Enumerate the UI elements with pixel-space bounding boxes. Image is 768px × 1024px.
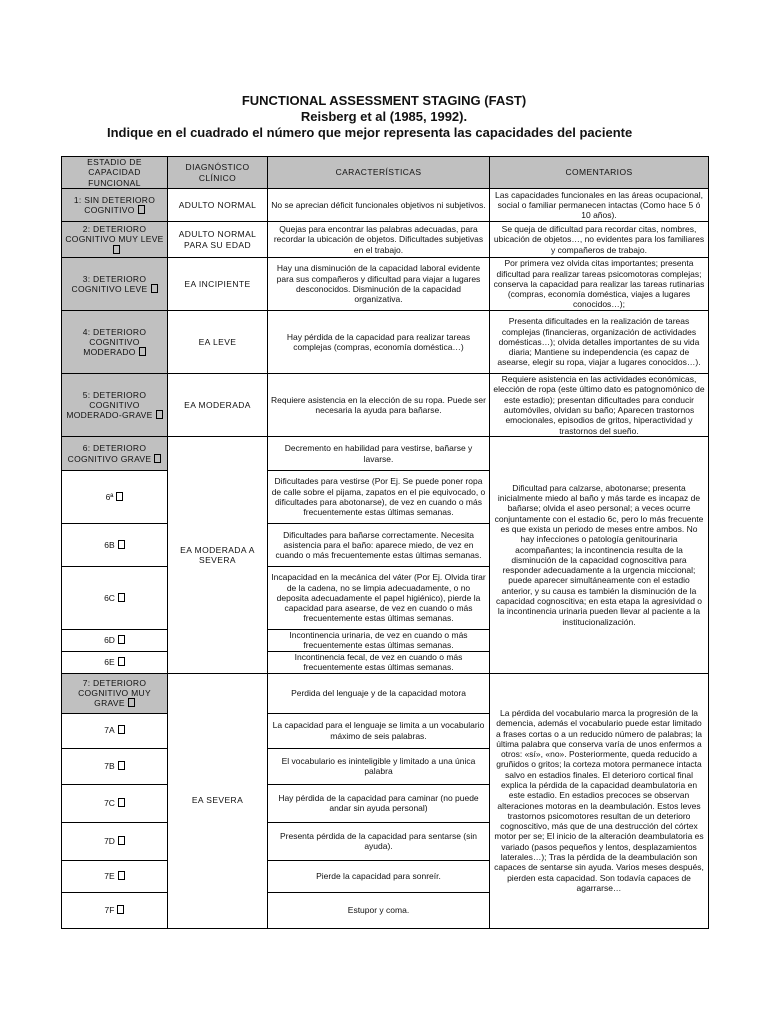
fast-table bbox=[61, 156, 709, 929]
characteristics-cell: Dificultades para vestirse (Por Ej. Se puede poner ropa de calle sobre el pijama, zapatos en el pie equivocado, o dificultades para abotonarse), de vez en cuando o más frecuentemente estas últimas semanas. bbox=[268, 471, 490, 524]
substage-label: 7A bbox=[104, 725, 115, 736]
stage-checkbox[interactable] bbox=[151, 284, 158, 293]
stage-checkbox[interactable] bbox=[156, 410, 163, 419]
substage-label: 7F bbox=[104, 904, 115, 915]
substage-label: 7D bbox=[104, 835, 115, 846]
column-header-diagnosis: DIAGNÓSTICO CLÍNICO bbox=[168, 157, 268, 189]
substage-checkbox[interactable] bbox=[116, 492, 123, 501]
substage-checkbox[interactable] bbox=[118, 657, 125, 666]
characteristics-cell: Estupor y coma. bbox=[268, 892, 490, 928]
table-row bbox=[62, 189, 709, 222]
document-subtitle: Reisberg et al (1985, 1992). bbox=[300, 109, 468, 124]
stage-label: 1: SIN DETERIORO COGNITIVO bbox=[73, 194, 156, 215]
substage-cell bbox=[62, 630, 168, 652]
substage-cell bbox=[62, 892, 168, 928]
substage-label: 7B bbox=[104, 760, 115, 771]
characteristics-cell: Decremento en habilidad para vestirse, bañarse y lavarse. bbox=[268, 437, 490, 471]
diagnosis-cell: EA MODERADA A SEVERA bbox=[168, 437, 268, 674]
characteristics-cell: Quejas para encontrar las palabras adecuadas, para recordar la ubicación de objetos. Dificultades subjetivas en el trabajo. bbox=[268, 222, 490, 258]
table-row bbox=[62, 222, 709, 258]
comments-cell: Se queja de dificultad para recordar citas, nombres, ubicación de objetos…, no evidentes para los familiares y compañeros de trabajo. bbox=[490, 222, 709, 258]
substage-label: 6D bbox=[104, 635, 115, 646]
table-row bbox=[62, 258, 709, 311]
stage-label: 5: DETERIORO COGNITIVO MODERADO-GRAVE bbox=[66, 389, 153, 421]
stage-label: 2: DETERIORO COGNITIVO MUY LEVE bbox=[65, 224, 164, 245]
substage-label: 7C bbox=[104, 797, 115, 808]
comments-cell: Por primera vez olvida citas importantes; presenta dificultad para realizar tareas psicomotoras complejas; conserva la capacidad para realizar las tareas rutinarias (compras, economía doméstica, viajes a lugares conocidos…); bbox=[490, 258, 709, 311]
characteristics-cell: La capacidad para el lenguaje se limita a un vocabulario máximo de seis palabras. bbox=[268, 713, 490, 748]
characteristics-cell: No se aprecian déficit funcionales objetivos ni subjetivos. bbox=[268, 189, 490, 222]
characteristics-cell: Hay pérdida de la capacidad para realizar tareas complejas (compras, economía doméstica…) bbox=[268, 311, 490, 374]
comments-cell: Requiere asistencia en las actividades económicas, elección de ropa (este último dato es patognomónico de este estadio); presentan dificultades para conducir automóviles, olvidan su baño; Aparecen trastornos emocionales, episodios de gritos, hiperactividad y trastornos del sueño. bbox=[490, 374, 709, 437]
substage-label: 7E bbox=[104, 870, 115, 881]
substage-label: 6ª bbox=[105, 491, 114, 502]
substage-checkbox[interactable] bbox=[118, 593, 125, 602]
substage-checkbox[interactable] bbox=[118, 836, 125, 845]
substage-label: 6B bbox=[104, 539, 115, 550]
characteristics-cell: Pierde la capacidad para sonreír. bbox=[268, 860, 490, 892]
column-header-stage: ESTADIO DE CAPACIDAD FUNCIONAL bbox=[62, 157, 168, 189]
diagnosis-cell: EA MODERADA bbox=[168, 374, 268, 437]
stage-cell bbox=[62, 374, 168, 437]
stage-checkbox[interactable] bbox=[139, 347, 146, 356]
table-header-row bbox=[62, 157, 709, 189]
substage-checkbox[interactable] bbox=[118, 871, 125, 880]
comments-cell: Dificultad para calzarse, abotonarse; presenta inicialmente miedo al baño y más tarde es incapaz de bañarse; olvida el aseo personal; a veces ocurre conjuntamente con el estadio 6c, pero lo más frecuente es que exista un periodo de meses entre ambos. No hay infecciones o patología genitourinaria acompañantes; la incontinencia resulta de la disminución de la capacidad cognoscitiva para responder adecuadamente a la urgencia miccional; puede aparecer simultáneamente con el estadio anterior, y su causa es también la disminución de la capacidad cognoscitiva; en esta etapa la agresividad o la incontinencia urinaria pueden llevar al paciente a la institucionalización. bbox=[490, 437, 709, 674]
table-row bbox=[62, 311, 709, 374]
diagnosis-cell: ADULTO NORMAL bbox=[168, 189, 268, 222]
document-title: FUNCTIONAL ASSESSMENT STAGING (FAST) bbox=[241, 93, 527, 108]
stage-checkbox[interactable] bbox=[154, 454, 161, 463]
characteristics-cell: Presenta pérdida de la capacidad para sentarse (sin ayuda). bbox=[268, 822, 490, 860]
diagnosis-cell: ADULTO NORMAL PARA SU EDAD bbox=[168, 222, 268, 258]
substage-cell bbox=[62, 748, 168, 784]
substage-cell bbox=[62, 471, 168, 524]
substage-cell bbox=[62, 567, 168, 630]
stage-checkbox[interactable] bbox=[128, 698, 135, 707]
table-row bbox=[62, 673, 709, 713]
substage-checkbox[interactable] bbox=[118, 798, 125, 807]
substage-checkbox[interactable] bbox=[118, 635, 125, 644]
stage-label: 4: DETERIORO COGNITIVO MODERADO bbox=[82, 326, 147, 358]
table-row bbox=[62, 374, 709, 437]
table-row bbox=[62, 437, 709, 471]
stage-label: 6: DETERIORO COGNITIVO GRAVE bbox=[67, 443, 152, 464]
column-header-comments: COMENTARIOS bbox=[490, 157, 709, 189]
stage-cell bbox=[62, 311, 168, 374]
characteristics-cell: Incontinencia fecal, de vez en cuando o más frecuentemente estas últimas semanas. bbox=[268, 651, 490, 673]
stage-cell bbox=[62, 673, 168, 713]
characteristics-cell: Hay pérdida de la capacidad para caminar (no puede andar sin ayuda personal) bbox=[268, 784, 490, 822]
column-header-characteristics: CARACTERÍSTICAS bbox=[268, 157, 490, 189]
characteristics-cell: El vocabulario es ininteligible y limitado a una única palabra bbox=[268, 748, 490, 784]
stage-cell bbox=[62, 258, 168, 311]
characteristics-cell: Dificultades para bañarse correctamente. Necesita asistencia para el baño: aparece miedo, de vez en cuando o más frecuentemente estas últimas semanas. bbox=[268, 524, 490, 567]
instruction-text: Indique en el cuadrado el número que mejor representa las capacidades del paciente bbox=[107, 125, 633, 140]
stage-checkbox[interactable] bbox=[138, 205, 145, 214]
diagnosis-cell: EA SEVERA bbox=[168, 673, 268, 928]
characteristics-cell: Hay una disminución de la capacidad laboral evidente para sus compañeros y dificultad para viajar a lugares desconocidos. Disminución de la capacidad organizativa. bbox=[268, 258, 490, 311]
characteristics-cell: Perdida del lenguaje y de la capacidad motora bbox=[268, 673, 490, 713]
substage-label: 6C bbox=[104, 592, 115, 603]
comments-cell: Presenta dificultades en la realización de tareas complejas (financieras, organización de actividades domésticas…); olvida detalles importantes de su vida diaria; Mantiene su independencia (es capaz de asearse, elegir su ropa, viajar a lugares conocidos…). bbox=[490, 311, 709, 374]
substage-cell bbox=[62, 713, 168, 748]
stage-cell bbox=[62, 437, 168, 471]
characteristics-cell: Incontinencia urinaria, de vez en cuando o más frecuentemente estas últimas semanas. bbox=[268, 630, 490, 652]
substage-label: 6E bbox=[104, 656, 115, 667]
diagnosis-cell: EA INCIPIENTE bbox=[168, 258, 268, 311]
stage-checkbox[interactable] bbox=[113, 245, 120, 254]
characteristics-cell: Incapacidad en la mecánica del váter (Por Ej. Olvida tirar de la cadena, no se limpia adecuadamente, o no deposita adecuadamente el papel higiénico), pierde la capacidad para asearse, de vez en cuando o más frecuentemente estas últimas semanas. bbox=[268, 567, 490, 630]
substage-cell bbox=[62, 860, 168, 892]
substage-cell bbox=[62, 822, 168, 860]
stage-label: 7: DETERIORO COGNITIVO MUY GRAVE bbox=[78, 677, 151, 709]
substage-cell bbox=[62, 784, 168, 822]
substage-checkbox[interactable] bbox=[118, 761, 125, 770]
stage-cell bbox=[62, 189, 168, 222]
characteristics-cell: Requiere asistencia en la elección de su ropa. Puede ser necesaria la ayuda para bañarse. bbox=[268, 374, 490, 437]
stage-cell bbox=[62, 222, 168, 258]
stage-label: 3: DETERIORO COGNITIVO LEVE bbox=[71, 273, 148, 294]
comments-cell: La pérdida del vocabulario marca la progresión de la demencia, además el vocabulario puede estar limitado a frases cortas o a un reducido número de palabras; la última palabra que conserva varía de unos enfermos a otros: «sí», «no». Posteriormente, queda reducido a gruñidos o gritos; la corteza motora permanece intacta salvo en estadios finales. El deterioro cortical final explica la pérdida de la capacidad deambulatoria en este estadio. En estadios precoces se observan alteraciones motoras en la deambulación. Estos leves trastornos psicomotores resultan de un deterioro cognoscitivo, más que de una destrucción del córtex motor per se; El inicio de la alteración deambulatoria es variado (pasos pequeños y lentos, desplazamientos laterales…); Tras la pérdida de la deambulación son capaces de sentarse sin ayuda. Varios meses después, pierden esta capacidad. Son todavía capaces de agarrarse… bbox=[490, 673, 709, 928]
substage-checkbox[interactable] bbox=[118, 540, 125, 549]
substage-cell bbox=[62, 524, 168, 567]
substage-checkbox[interactable] bbox=[117, 905, 124, 914]
comments-cell: Las capacidades funcionales en las áreas ocupacional, social o familiar permanecen intactas (Como hace 5 ó 10 años). bbox=[490, 189, 709, 222]
substage-checkbox[interactable] bbox=[118, 725, 125, 734]
substage-cell bbox=[62, 651, 168, 673]
diagnosis-cell: EA LEVE bbox=[168, 311, 268, 374]
